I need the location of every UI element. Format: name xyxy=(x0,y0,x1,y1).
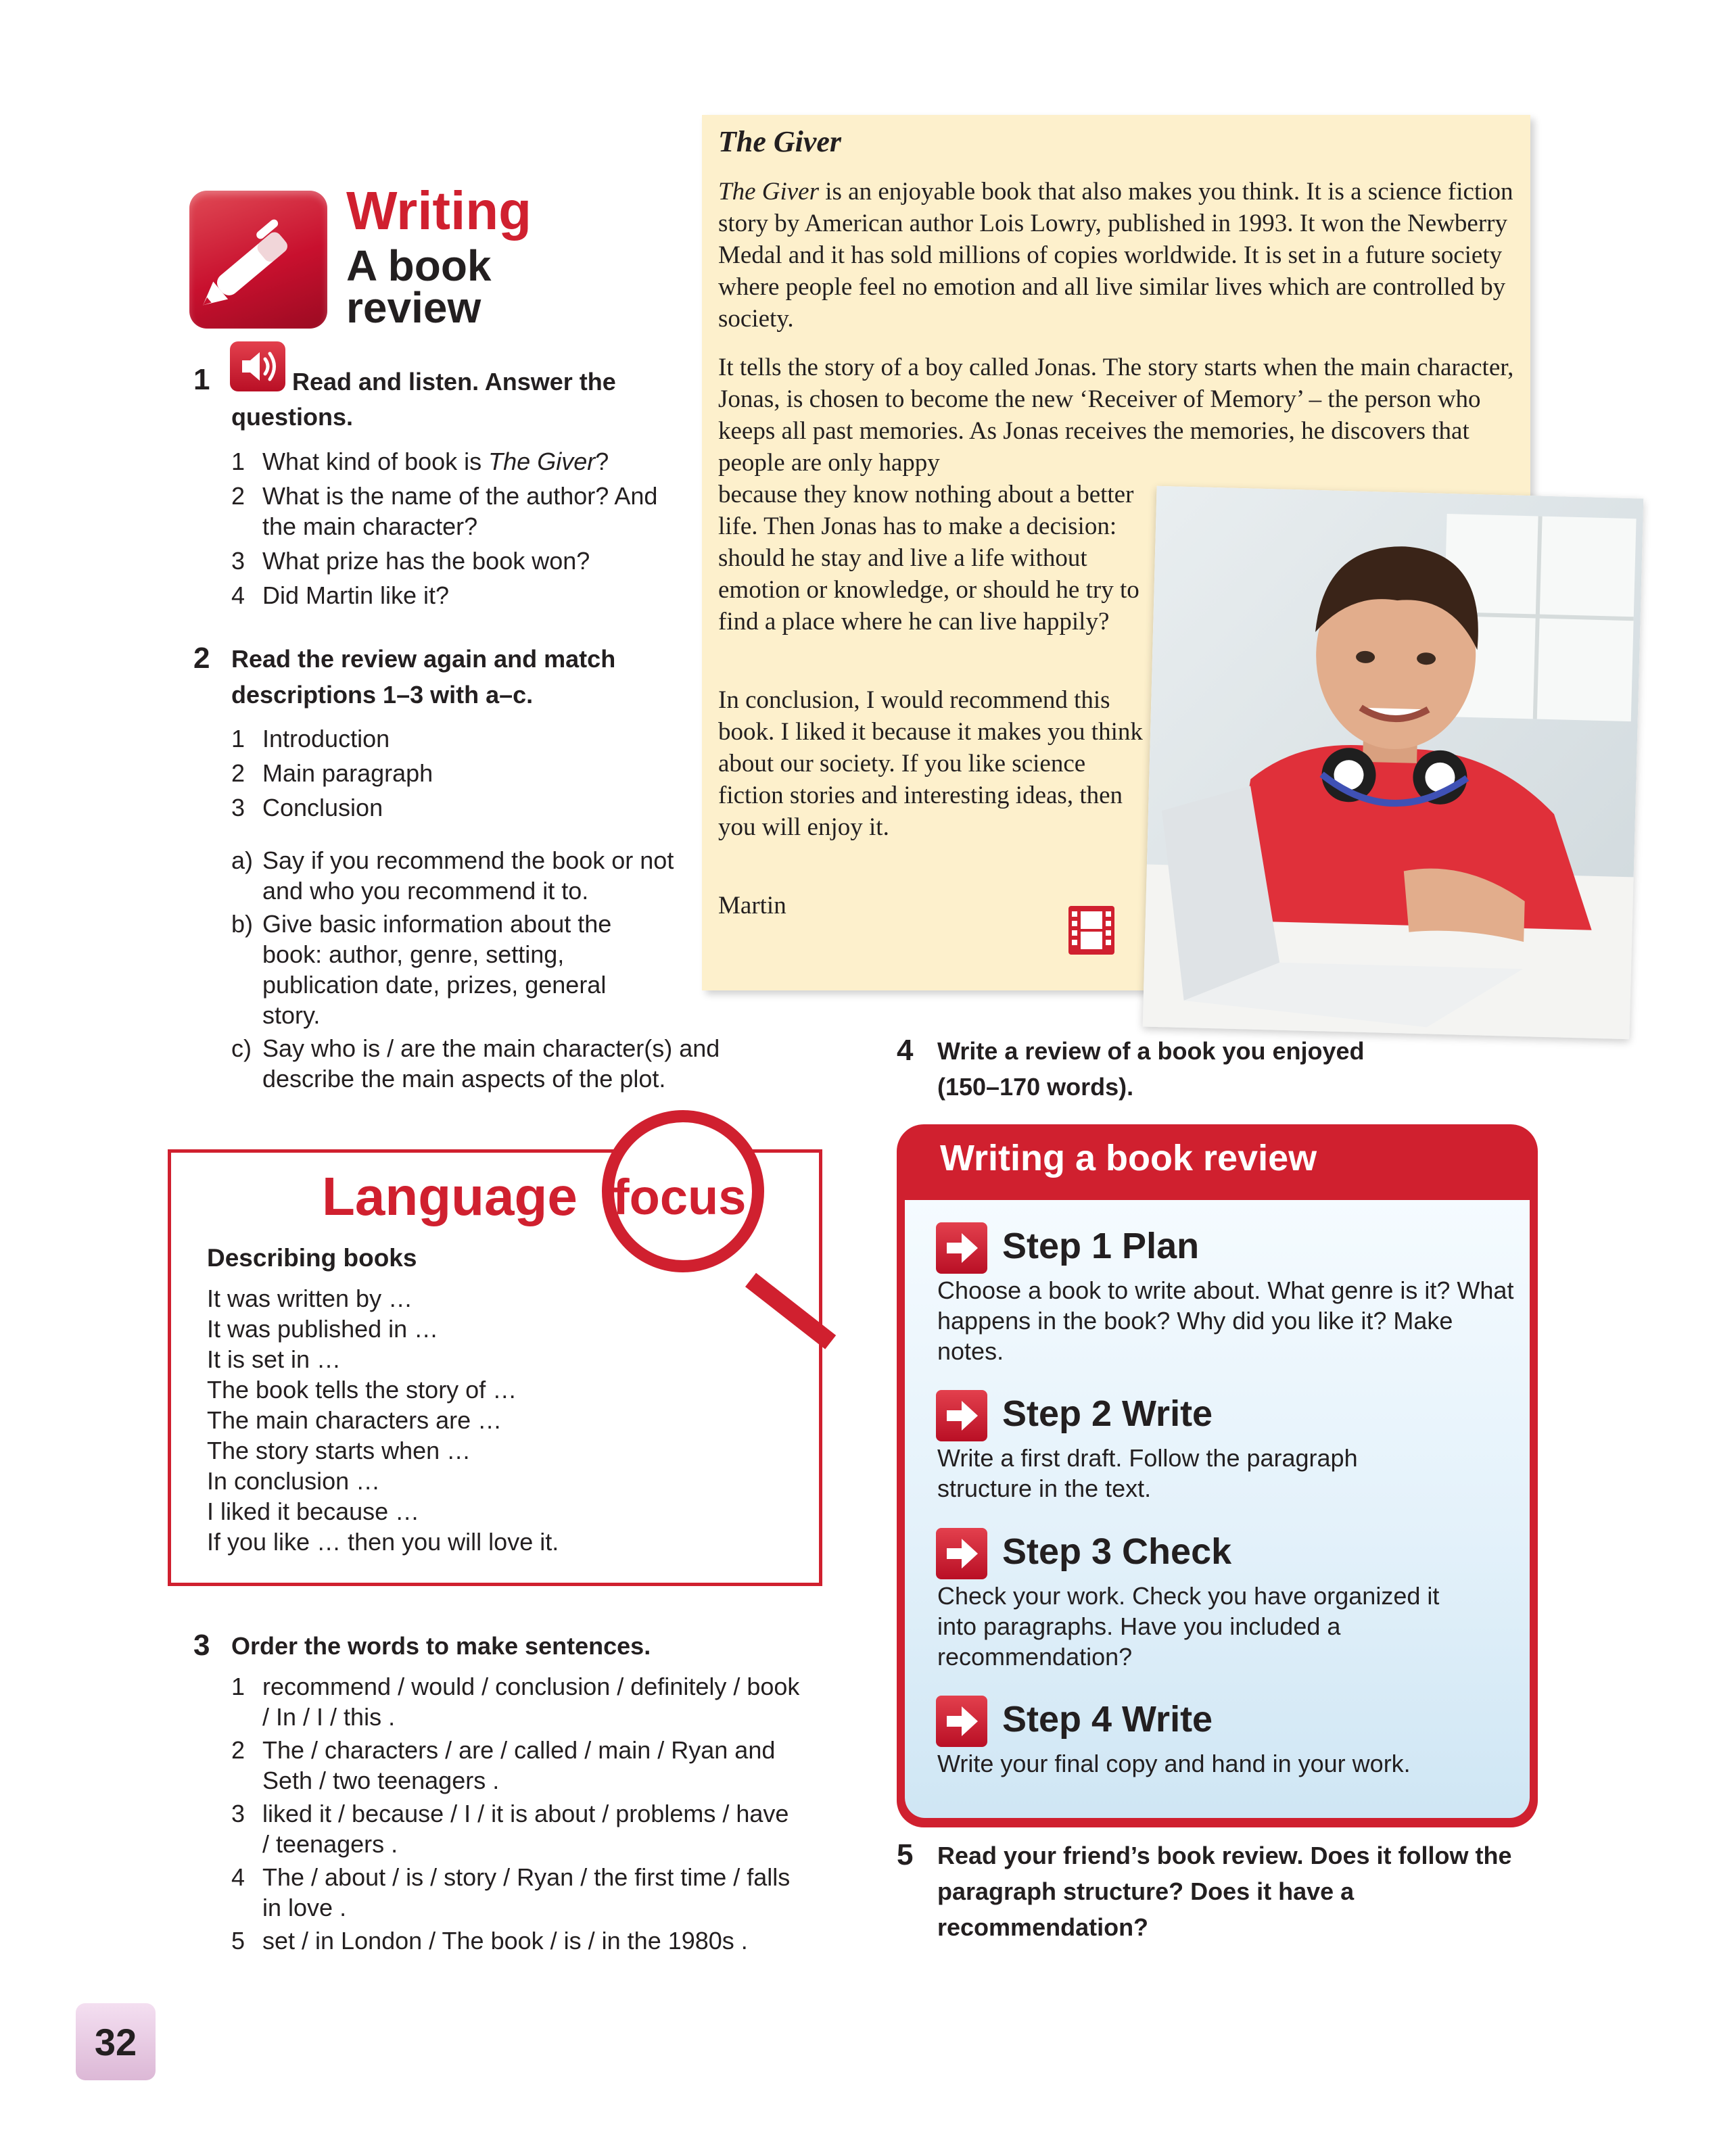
exercise-2-list xyxy=(231,723,678,823)
exercise-4-instruction: Write a review of a book you enjoyed (150–170 words). xyxy=(937,1037,1365,1101)
list-item: 2 The / characters / are / called / main / Ryan and Seth / two teenagers . xyxy=(231,1736,776,1794)
exercise-4-number: 4 xyxy=(897,1034,914,1067)
review-paragraph-2-cont: because they know nothing about a better life. Then Jonas has to make a decision: should he stay and live a life without emotion or knowledge, or should he try to find a place where he can live happily? xyxy=(718,481,1139,636)
exercise-5-instruction: Read your friend’s book review. Does it follow the paragraph structure? Does it have a recommendation? xyxy=(937,1842,1512,1941)
list-item: 3 What prize has the book won? xyxy=(231,547,590,575)
page-title: A book review xyxy=(346,241,492,332)
list-item: It was published in … xyxy=(207,1315,439,1343)
review-title: The Giver xyxy=(718,125,842,158)
language-focus-phrases xyxy=(207,1283,559,1557)
exercise-1-instruction: Read and listen. Answer the xyxy=(292,368,616,396)
step-2-title: Step 2 Write xyxy=(1002,1393,1213,1434)
language-focus-subtitle: Describing books xyxy=(207,1244,417,1272)
list-item: 1 recommend / would / conclusion / definitely / book / In / I / this . xyxy=(231,1673,800,1731)
exercise-1-list xyxy=(231,446,705,610)
list-item: b) Give basic information about the book: author, genre, setting, publication date, prizes, general story. xyxy=(231,910,612,1029)
review-paragraph-3: In conclusion, I would recommend this book. I liked it because it makes you think about our society. If you like science fiction stories and interesting ideas, then you will enjoy it. xyxy=(718,686,1143,841)
exercise-2-instruction: Read the review again and match descriptions 1–3 with a–c. xyxy=(231,645,616,709)
arrow-right-icon xyxy=(936,1390,987,1441)
list-item: It is set in … xyxy=(207,1345,342,1373)
exercise-5-number: 5 xyxy=(897,1838,914,1871)
list-item: I liked it because … xyxy=(207,1498,420,1525)
exercise-3-number: 3 xyxy=(193,1629,210,1662)
list-item: It was written by … xyxy=(207,1285,413,1312)
arrow-right-icon xyxy=(936,1696,987,1747)
step-2-text: Write a first draft. Follow the paragraph structure in the text. xyxy=(937,1444,1358,1502)
list-item: 3 Conclusion xyxy=(231,794,383,821)
list-item: 5 set / in London / The book / is / in the 1980s . xyxy=(231,1927,748,1955)
video-icon[interactable] xyxy=(1067,905,1116,956)
step-4-text: Write your final copy and hand in your work. xyxy=(937,1750,1411,1777)
pen-icon xyxy=(189,191,327,329)
exercise-1-instruction-cont: questions. xyxy=(231,403,354,431)
list-item: The story starts when … xyxy=(207,1437,471,1464)
step-3-title: Step 3 Check xyxy=(1002,1531,1232,1572)
boy-with-laptop-photo xyxy=(1143,486,1644,1040)
review-paragraph-2: It tells the story of a boy called Jonas. The story starts when the main character, Jonas, is chosen to become the new ‘Receiver of Memory’ – the person who keeps all past memories. As Jonas receives the memories, he discovers that people are only happy xyxy=(718,354,1514,477)
language-focus-title: Language xyxy=(322,1166,578,1226)
step-4-title: Step 4 Write xyxy=(1002,1699,1213,1740)
list-item: The book tells the story of … xyxy=(207,1376,517,1404)
list-item: 4 Did Martin like it? xyxy=(231,581,450,609)
arrow-right-icon xyxy=(936,1528,987,1579)
audio-icon[interactable] xyxy=(230,341,285,391)
list-item: 4 The / about / is / story / Ryan / the first time / falls in love . xyxy=(231,1863,791,1921)
exercise-1-number: 1 xyxy=(193,363,210,396)
exercise-3-instruction: Order the words to make sentences. xyxy=(231,1632,651,1660)
review-paragraph-1: The Giver is an enjoyable book that also makes you think. It is a science fiction story by American author Lois Lowry, published in 1993. It won the Newberry Medal and it has sold millions of copies worldwide. It is set in a future society where people feel no emotion and all live similar lives which are controlled by society. xyxy=(718,178,1513,333)
step-1-text: Choose a book to write about. What genre is it? What happens in the book? Why did you like it? Make notes. xyxy=(937,1276,1514,1365)
list-item: 1 What kind of book is The Giver? xyxy=(231,448,609,475)
section-title: Writing xyxy=(346,181,532,241)
step-3-text: Check your work. Check you have organized it into paragraphs. Have you included a recommendation? xyxy=(937,1582,1440,1671)
list-item: 3 liked it / because / I / it is about / problems / have / teenagers . xyxy=(231,1800,789,1858)
exercise-2-number: 2 xyxy=(193,642,210,675)
exercise-3-list xyxy=(231,1671,826,1956)
exercise-2-options xyxy=(231,845,759,1094)
list-item: 1 Introduction xyxy=(231,725,390,752)
list-item: c) Say who is / are the main character(s) and describe the main aspects of the plot. xyxy=(231,1034,720,1093)
list-item: If you like … then you will love it. xyxy=(207,1528,559,1556)
list-item: 2 What is the name of the author? And the main character? xyxy=(231,482,658,540)
step-1-title: Step 1 Plan xyxy=(1002,1226,1200,1266)
page-number: 32 xyxy=(76,2003,156,2080)
arrow-right-icon xyxy=(936,1222,987,1274)
list-item: The main characters are … xyxy=(207,1406,502,1434)
list-item: a) Say if you recommend the book or not and who you recommend it to. xyxy=(231,846,674,905)
writing-steps-title: Writing a book review xyxy=(940,1138,1317,1178)
language-focus-focus-word: focus xyxy=(613,1169,747,1225)
list-item: 2 Main paragraph xyxy=(231,759,433,787)
review-signature: Martin xyxy=(718,892,786,919)
list-item: In conclusion … xyxy=(207,1467,381,1495)
